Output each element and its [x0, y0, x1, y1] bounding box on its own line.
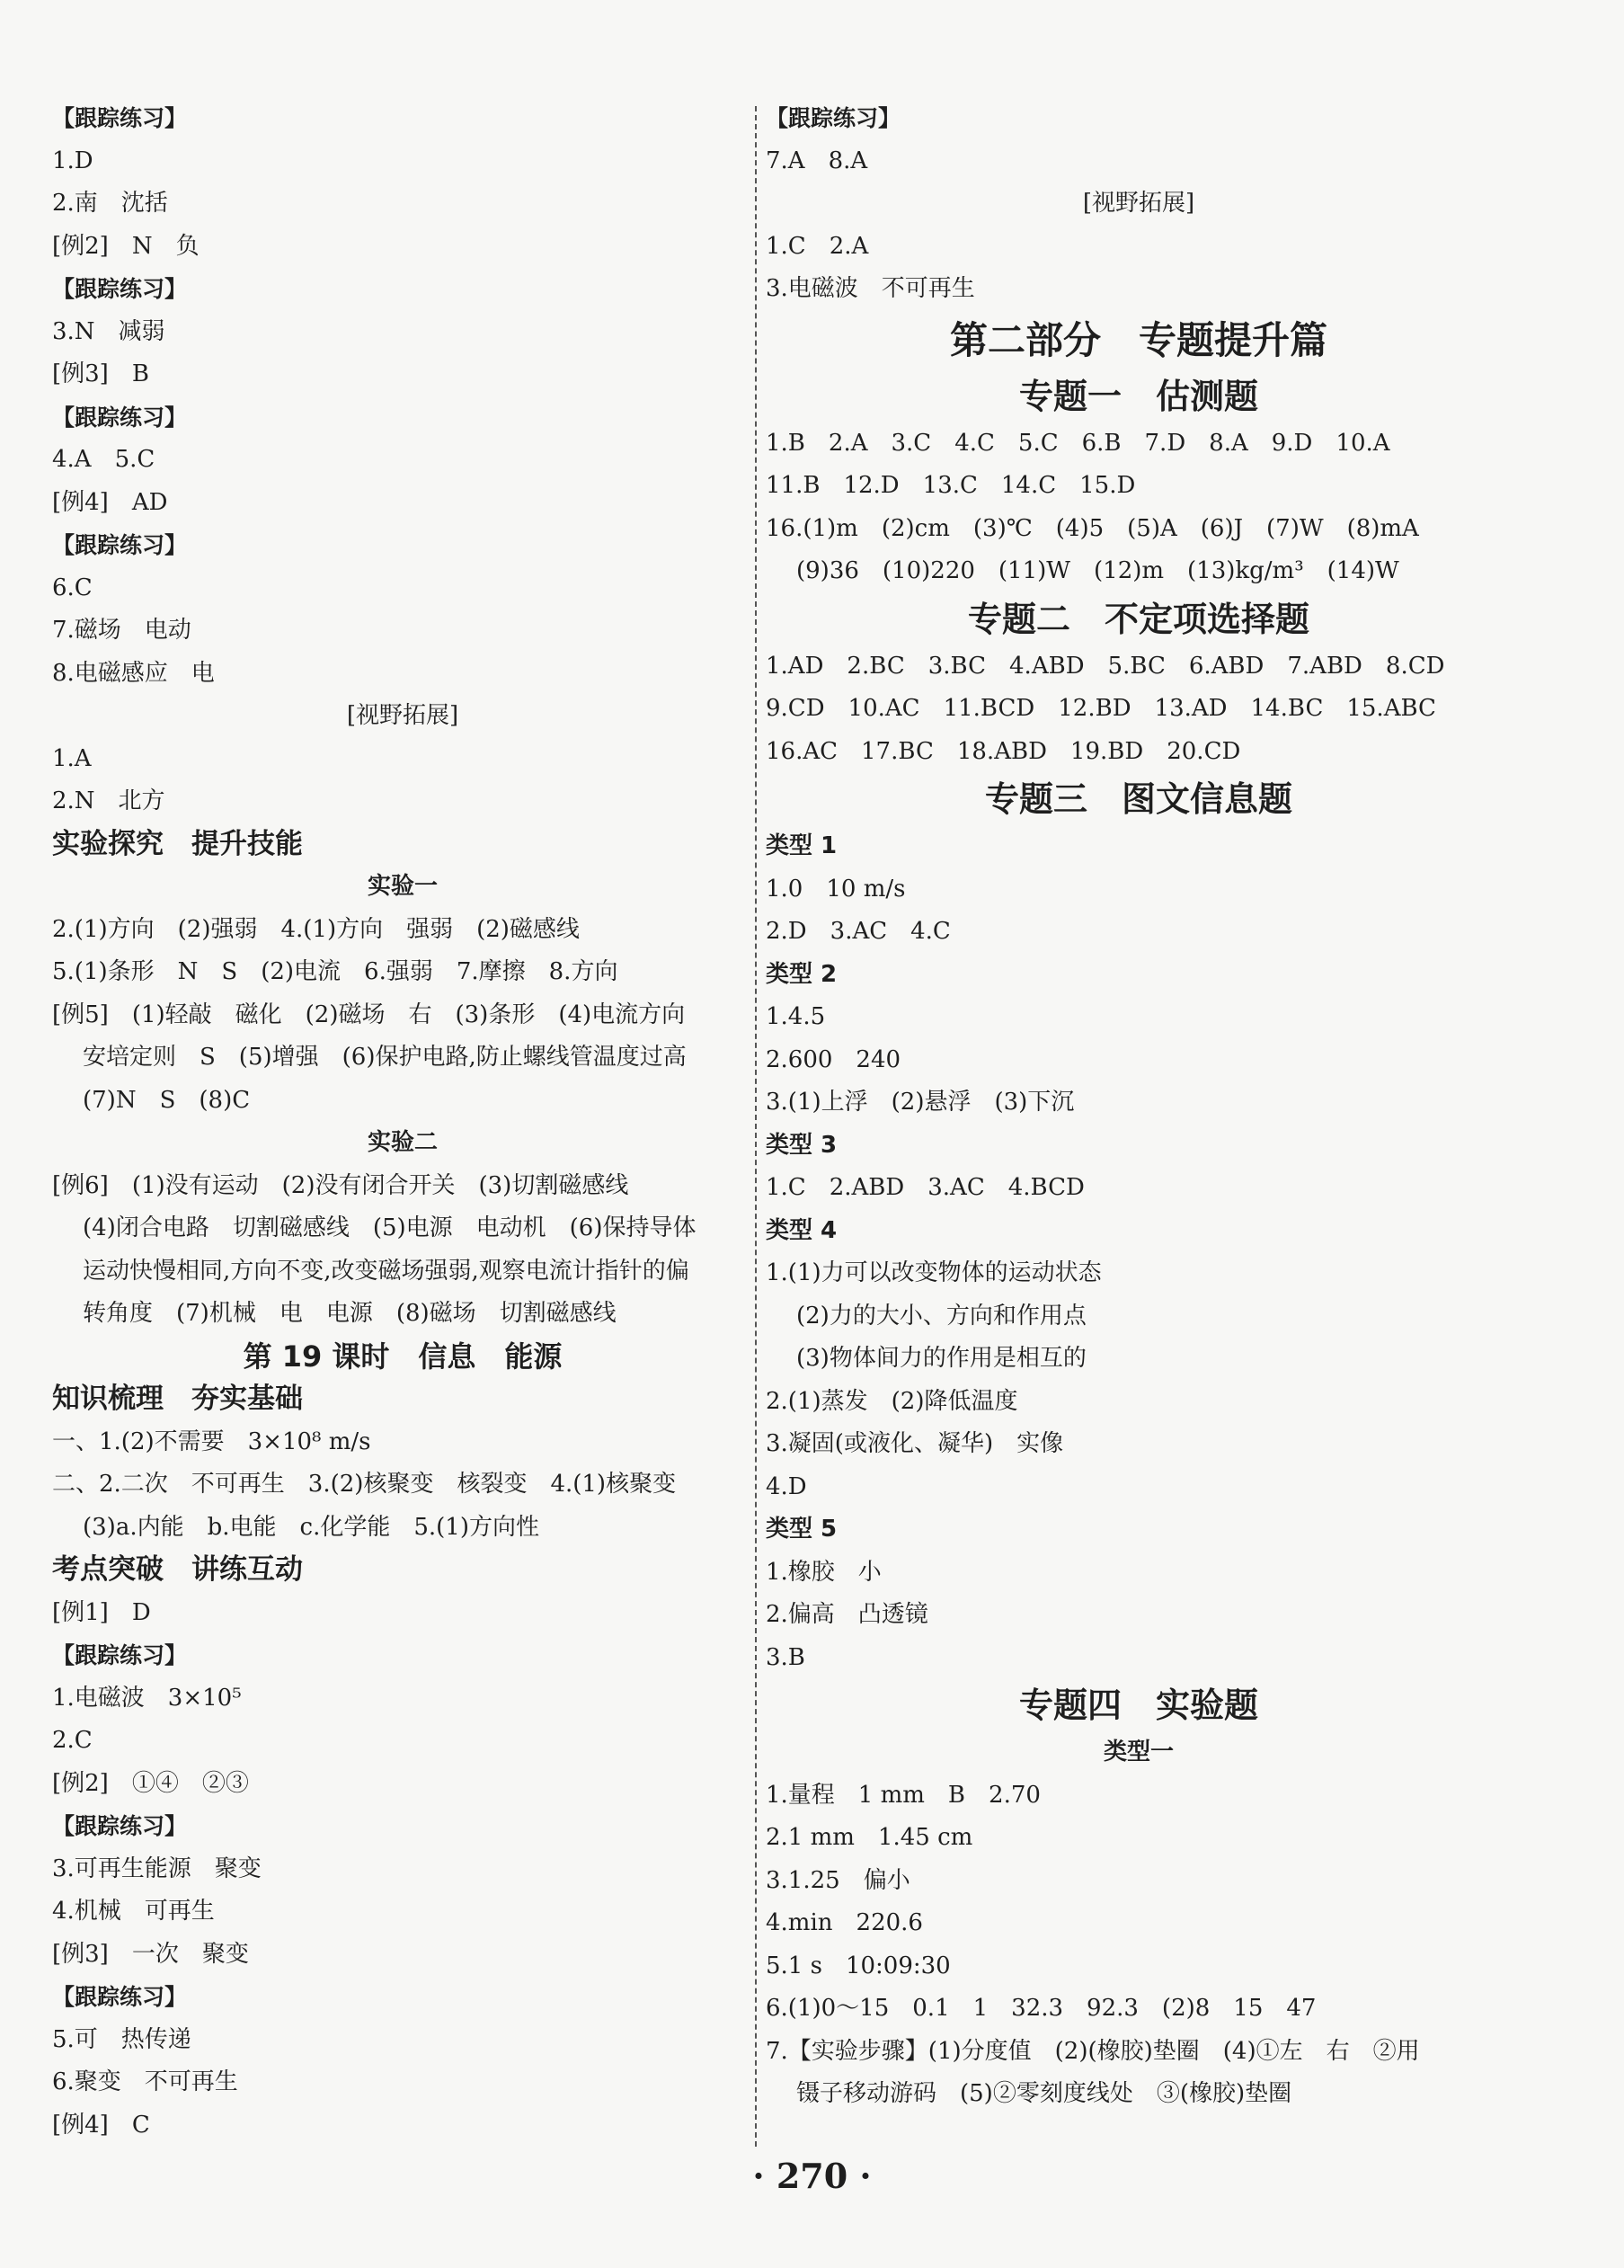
type-heading: 类型 2: [766, 960, 838, 988]
answer-line: 1.橡胶 小: [766, 1558, 882, 1586]
answer-line-continued: (3)物体间力的作用是相互的: [796, 1345, 1087, 1372]
right-column: [766, 97, 1512, 2116]
answer-line: 1.(1)力可以改变物体的运动状态: [766, 1259, 1102, 1286]
answer-line: 6.聚变 不可再生: [52, 2068, 238, 2095]
answer-line: 3.凝固(或液化、凝华) 实像: [766, 1430, 1064, 1457]
answer-line: 1.AD 2.BC 3.BC 4.ABD 5.BC 6.ABD 7.ABD 8.CD: [766, 652, 1445, 680]
answer-line: 1.电磁波 3×10⁵: [52, 1684, 242, 1712]
answer-line: 7.【实验步骤】(1)分度值 (2)(橡胶)垫圈 (4)①左 右 ②用: [766, 2037, 1420, 2065]
answer-line: [例4] AD: [52, 488, 168, 516]
answer-line: 5.1 s 10:09:30: [766, 1952, 951, 1979]
answer-line: [例3] B: [52, 360, 149, 387]
type-heading: 类型 5: [766, 1516, 838, 1543]
answer-line: [例3] 一次 聚变: [52, 1940, 249, 1968]
answer-line: 3.可再生能源 聚变: [52, 1854, 262, 1882]
section-heading: 知识梳理 夯实基础: [52, 1383, 303, 1415]
answer-line: 1.A: [52, 744, 92, 772]
answer-line: 1.D: [52, 147, 93, 174]
answer-line-continued: (2)力的大小、方向和作用点: [796, 1302, 1087, 1330]
answer-line: 7.磁场 电动: [52, 617, 191, 644]
answer-line: 7.A 8.A: [766, 147, 868, 174]
practice-header: 【跟踪练习】: [52, 1984, 188, 2010]
answer-line: 16.AC 17.BC 18.ABD 19.BD 20.CD: [766, 737, 1241, 765]
answer-line: 5.可 热传递: [52, 2025, 191, 2053]
answer-line: 1.0 10 m/s: [766, 875, 906, 903]
answer-line: 3.B: [766, 1643, 805, 1671]
answer-line-continued: 转角度 (7)机械 电 电源 (8)磁场 切割磁感线: [83, 1300, 617, 1327]
answer-line: 9.CD 10.AC 11.BCD 12.BD 13.AD 14.BC 15.ABC: [766, 695, 1436, 722]
answer-line-continued: (4)闭合电路 切割磁感线 (5)电源 电动机 (6)保持导体: [83, 1214, 697, 1241]
answer-line: 1.量程 1 mm B 2.70: [766, 1781, 1041, 1809]
practice-header: 【跟踪练习】: [52, 1642, 188, 1668]
answer-line: 3.N 减弱: [52, 317, 165, 345]
answer-line: 2.(1)蒸发 (2)降低温度: [766, 1387, 1018, 1415]
subsection-heading: 实验一: [367, 873, 438, 900]
answer-line-continued: 镊子移动游码 (5)②零刻度线处 ③(橡胶)垫圈: [796, 2080, 1292, 2107]
extension-header: [视野拓展]: [346, 702, 459, 729]
answer-line: [例2] N 负: [52, 232, 200, 260]
answer-line-continued: 运动快慢相同,方向不变,改变磁场强弱,观察电流计指针的偏: [83, 1257, 689, 1285]
practice-header: 【跟踪练习】: [52, 276, 188, 302]
answer-line: 4.min 220.6: [766, 1909, 923, 1936]
section-heading: 考点突破 讲练互动: [52, 1553, 303, 1586]
practice-header: 【跟踪练习】: [52, 105, 188, 131]
answer-line-continued: (3)a.内能 b.电能 c.化学能 5.(1)方向性: [83, 1513, 539, 1541]
answer-line: 2.南 沈括: [52, 190, 168, 217]
part-title: 第二部分 专题提升篇: [949, 317, 1327, 362]
answer-line: 1.C 2.ABD 3.AC 4.BCD: [766, 1174, 1085, 1201]
answer-line: 二、2.二次 不可再生 3.(2)核聚变 核裂变 4.(1)核聚变: [52, 1471, 677, 1498]
page-number: · 270 ·: [752, 2156, 872, 2196]
column-divider: [755, 106, 757, 2147]
left-column: [52, 97, 753, 2147]
answer-line: 2.D 3.AC 4.C: [766, 918, 951, 945]
answer-line: 一、1.(2)不需要 3×10⁸ m/s: [52, 1428, 371, 1455]
answer-line: 3.(1)上浮 (2)悬浮 (3)下沉: [766, 1089, 1075, 1116]
answer-line: 6.(1)0～15 0.1 1 32.3 92.3 (2)8 15 47: [766, 1995, 1317, 2022]
answer-line: 16.(1)m (2)cm (3)℃ (4)5 (5)A (6)J (7)W (8)mA: [766, 514, 1419, 542]
answer-line: 2.N 北方: [52, 787, 165, 814]
answer-line: 11.B 12.D 13.C 14.C 15.D: [766, 472, 1136, 499]
answer-line: 4.D: [766, 1472, 807, 1500]
answer-line-continued: (9)36 (10)220 (11)W (12)m (13)kg/m³ (14)W: [796, 557, 1399, 584]
answer-line-continued: (7)N S (8)C: [83, 1086, 251, 1114]
answer-line: 5.(1)条形 N S (2)电流 6.强弱 7.摩擦 8.方向: [52, 958, 618, 985]
topic-title: 专题一 估测题: [1018, 376, 1258, 416]
answer-line: 8.电磁感应 电: [52, 659, 215, 687]
answer-line: [例4] C: [52, 2111, 150, 2139]
practice-header: 【跟踪练习】: [52, 404, 188, 431]
lesson-title: 第 19 课时 信息 能源: [243, 1339, 563, 1374]
answer-line: 2.C: [52, 1727, 93, 1754]
answer-line: [例5] (1)轻敲 磁化 (2)磁场 右 (3)条形 (4)电流方向: [52, 1001, 686, 1028]
type-heading: 类型 1: [766, 832, 838, 859]
extension-header: [视野拓展]: [1082, 190, 1195, 217]
topic-title: 专题三 图文信息题: [984, 779, 1292, 819]
answer-line: 3.1.25 偏小: [766, 1866, 910, 1894]
answer-line: 1.4.5: [766, 1003, 826, 1030]
topic-title: 专题四 实验题: [1018, 1685, 1258, 1725]
answer-line: 2.600 240: [766, 1045, 901, 1073]
answer-line: 2.(1)方向 (2)强弱 4.(1)方向 强弱 (2)磁感线: [52, 915, 580, 943]
practice-header: 【跟踪练习】: [52, 532, 188, 558]
answer-line: [例2] ①④ ②③: [52, 1769, 249, 1797]
answer-line: 1.C 2.A: [766, 232, 869, 260]
type-heading: 类型 3: [766, 1131, 838, 1159]
answer-line: [例6] (1)没有运动 (2)没有闭合开关 (3)切割磁感线: [52, 1171, 629, 1199]
answer-line: 2.偏高 凸透镜: [766, 1601, 928, 1628]
topic-title: 专题二 不定项选择题: [967, 599, 1309, 639]
section-heading: 实验探究 提升技能: [52, 827, 303, 860]
answer-line: [例1] D: [52, 1598, 151, 1626]
practice-header: 【跟踪练习】: [766, 105, 901, 131]
answer-line: 6.C: [52, 574, 93, 601]
answer-line: 4.机械 可再生: [52, 1898, 215, 1925]
type-heading: 类型 4: [766, 1216, 838, 1244]
answer-line: 3.电磁波 不可再生: [766, 275, 975, 302]
answer-line-continued: 安培定则 S (5)增强 (6)保护电路,防止螺线管温度过高: [83, 1044, 687, 1071]
answer-line: 4.A 5.C: [52, 446, 155, 473]
practice-header: 【跟踪练习】: [52, 1813, 188, 1839]
answer-line: 2.1 mm 1.45 cm: [766, 1824, 973, 1851]
answer-line: 1.B 2.A 3.C 4.C 5.C 6.B 7.D 8.A 9.D 10.A: [766, 429, 1390, 457]
subsection-heading: 实验二: [367, 1129, 438, 1156]
subsection-heading: 类型一: [1103, 1739, 1174, 1765]
